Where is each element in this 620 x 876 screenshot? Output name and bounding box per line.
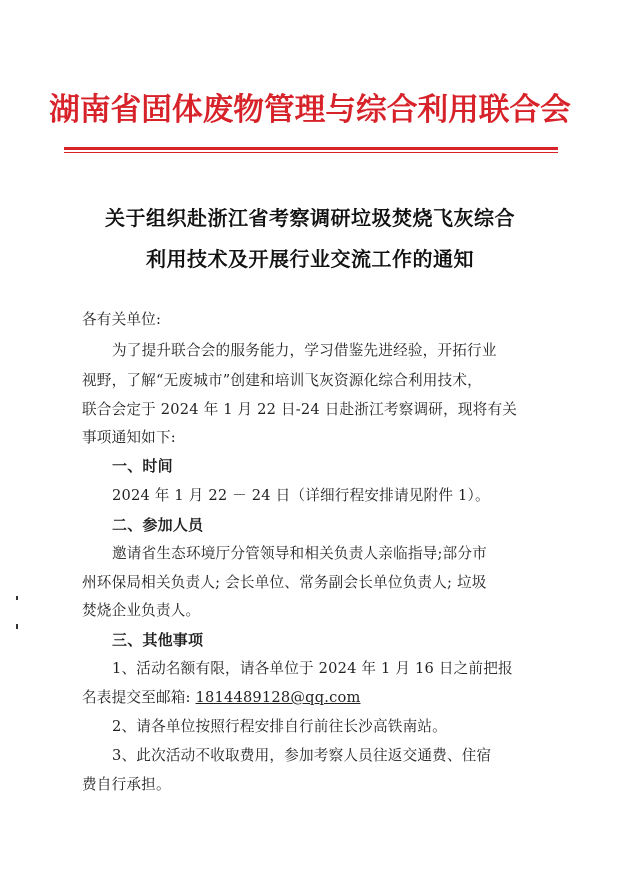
document-title-line-1: 关于组织赴浙江省考察调研垃圾焚烧飞灰综合 [105, 206, 515, 230]
other-item-1-line-2 [82, 688, 562, 708]
other-item-3-line-1: 3、此次活动不收取费用，参加考察人员往返交通费、住宿 [112, 747, 492, 764]
intro-line-4: 事项通知如下: [82, 429, 176, 446]
participants-line-1: 邀请省生态环境厅分管领导和相关负责人亲临指导;部分市 [112, 545, 487, 562]
section-time-content: 2024 年 1 月 22 － 24 日（详细行程安排请见附件 1）。 [112, 487, 490, 504]
document-title-line-2: 利用技术及开展行业交流工作的通知 [146, 247, 474, 271]
participants-line-3: 焚烧企业负责人。 [82, 602, 201, 619]
section-heading-other: 三、其他事项 [112, 631, 204, 649]
email-link[interactable]: 1814489128@qq.com [195, 689, 361, 706]
other-item-1-line-1: 1、活动名额有限，请各单位于 2024 年 1 月 16 日之前把报 [112, 660, 513, 677]
section-heading-participants: 二、参加人员 [112, 516, 204, 534]
intro-line-1: 为了提升联合会的服务能力，学习借鉴先进经验，开拓行业 [112, 342, 497, 359]
other-item-3-line-2: 费自行承担。 [82, 776, 171, 793]
salutation: 各有关单位: [82, 311, 162, 328]
email-label: 名表提交至邮箱: [82, 689, 196, 706]
intro-line-3: 联合会定于 2024 年 1 月 22 日-24 日赴浙江考察调研，现将有关 [82, 401, 518, 418]
header-divider-thick [64, 147, 558, 150]
intro-line-2: 视野，了解“无废城市”创建和培训飞灰资源化综合利用技术， [82, 372, 482, 389]
header-divider-thin [64, 152, 558, 153]
other-item-2: 2、请各单位按照行程安排自行前往长沙高铁南站。 [112, 718, 447, 735]
section-heading-time: 一、时间 [112, 457, 173, 475]
participants-line-2: 州环保局相关负责人; 会长单位、常务副会长单位负责人; 垃圾 [82, 574, 487, 591]
scan-speck [16, 596, 18, 600]
organization-header: 湖南省固体废物管理与综合利用联合会 [49, 92, 571, 128]
scan-speck [16, 624, 18, 629]
